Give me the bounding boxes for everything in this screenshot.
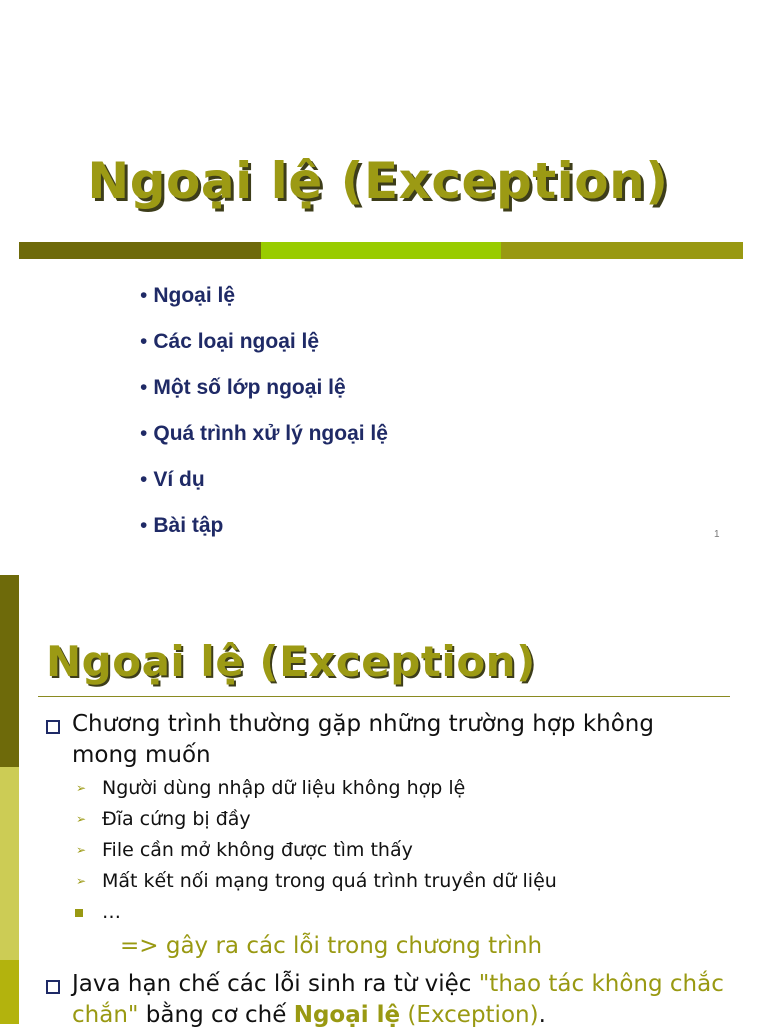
point-2-period: .	[538, 1002, 546, 1028]
arrow-bullet-icon: ➢	[76, 781, 87, 795]
title-divider	[38, 696, 730, 697]
point-1	[72, 709, 732, 771]
outline-item-label: Ngoại lệ	[153, 284, 236, 307]
outline-item-label: Các loại ngoại lệ	[153, 330, 320, 353]
side-bar-segment-olive	[0, 960, 19, 1024]
point-1-line-1: Chương trình thường gặp những trường hợp không	[72, 711, 654, 737]
point-2-quote: "thao tác không chắc	[478, 971, 724, 997]
outline-item-label: Bài tập	[153, 514, 224, 537]
square-bullet-icon	[46, 720, 60, 734]
slide-1-title: Ngoại lệ (Exception)	[87, 152, 669, 210]
bullet-icon: •	[140, 376, 148, 399]
point-2-keyword: Ngoại lệ	[293, 1002, 401, 1028]
square-bullet-icon	[46, 980, 60, 994]
bullet-icon: •	[140, 468, 148, 491]
point-2-text-cont: bằng cơ chế	[138, 1002, 294, 1028]
arrow-bullet-icon: ➢	[76, 843, 87, 857]
point-2	[72, 969, 732, 1031]
slide-1-outline	[140, 284, 388, 560]
bullet-icon: •	[140, 330, 148, 353]
outline-item	[140, 330, 388, 376]
outline-item	[140, 468, 388, 514]
outline-item	[140, 376, 388, 422]
point-2-keyword-en: (Exception)	[400, 1002, 539, 1028]
slide-2-title: Ngoại lệ (Exception)	[46, 637, 536, 686]
outline-item	[140, 422, 388, 468]
side-bar-segment-light	[0, 767, 19, 960]
arrow-bullet-icon: ➢	[76, 874, 87, 888]
consequence-text: => gây ra các lỗi trong chương trình	[120, 933, 543, 959]
outline-item	[140, 514, 388, 560]
outline-item-label: Ví dụ	[153, 468, 205, 491]
outline-item-label: Quá trình xử lý ngoại lệ	[153, 422, 388, 445]
side-bar-segment-dark	[0, 575, 19, 767]
bullet-icon: •	[140, 422, 148, 445]
subpoint-ellipsis: …	[102, 901, 121, 923]
title-bar-segment-green	[261, 242, 501, 259]
subpoint-item: Đĩa cứng bị đầy	[102, 808, 251, 830]
outline-item	[140, 284, 388, 330]
subpoint-item: File cần mở không được tìm thấy	[102, 839, 413, 861]
subpoint-item: Người dùng nhập dữ liệu không hợp lệ	[102, 777, 466, 799]
square-filled-bullet-icon	[75, 909, 83, 917]
title-bar-segment-olive	[501, 242, 743, 259]
title-bar-segment-dark	[19, 242, 261, 259]
point-2-line-2	[72, 1000, 732, 1031]
page-number: 1	[714, 529, 720, 540]
point-2-quote-end: chắn"	[72, 1002, 139, 1028]
bullet-icon: •	[140, 514, 148, 537]
slide-2	[0, 575, 768, 1028]
arrow-bullet-icon: ➢	[76, 812, 87, 826]
outline-item-label: Một số lớp ngoại lệ	[153, 376, 346, 399]
point-1-line-2: mong muốn	[72, 742, 211, 768]
bullet-icon: •	[140, 284, 148, 307]
point-2-text: Java hạn chế các lỗi sinh ra từ việc	[72, 971, 479, 997]
point-2-line-1	[72, 969, 732, 1000]
subpoint-item: Mất kết nối mạng trong quá trình truyền dữ liệu	[102, 870, 557, 892]
